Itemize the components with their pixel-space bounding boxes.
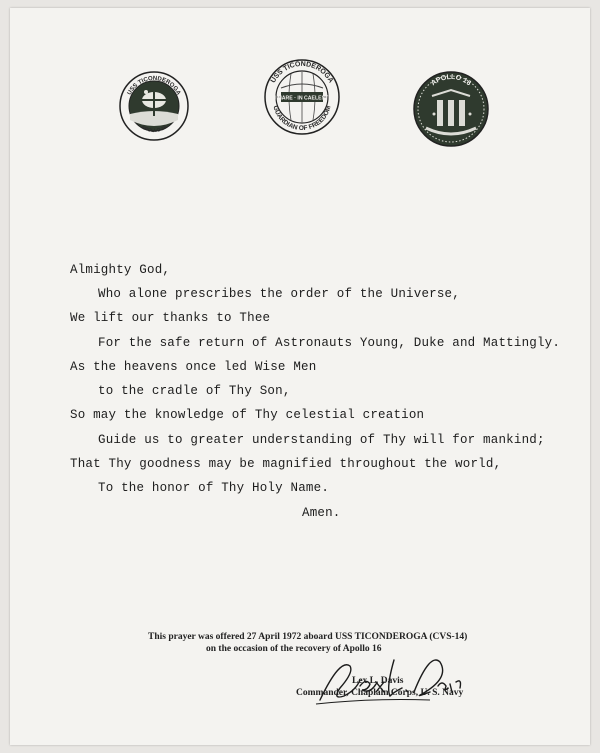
prayer-amen: Amen. bbox=[302, 506, 341, 520]
seal-ring-top-text: USS TICONDEROGA bbox=[269, 60, 335, 85]
footer-occasion-line: This prayer was offered 27 April 1972 aboard USS TICONDEROGA (CVS-14) bbox=[148, 632, 468, 642]
patch-ring-text: APOLLO 16 bbox=[430, 73, 472, 88]
prayer-line: Who alone prescribes the order of the Universe, bbox=[98, 287, 460, 301]
seal-ring-bottom-text: APOLLO 16 bbox=[139, 124, 169, 135]
footer-recovery-line: on the occasion of the recovery of Apollo 16 bbox=[206, 644, 382, 654]
seal-ring-bottom-text: GUARDIAN OF FREEDOM bbox=[271, 104, 333, 133]
apollo-16-mission-patch bbox=[412, 70, 490, 148]
prayer-line: That Thy goodness may be magnified throughout the world, bbox=[70, 457, 502, 471]
prayer-line: To the honor of Thy Holy Name. bbox=[98, 481, 330, 495]
prayer-line: Guide us to greater understanding of Thy will for mankind; bbox=[98, 433, 545, 447]
letter-sheet bbox=[10, 8, 590, 745]
prayer-line: For the safe return of Astronauts Young, Duke and Mattingly. bbox=[98, 336, 561, 350]
handwritten-signature bbox=[310, 648, 470, 712]
uss-ticonderoga-guardian-seal bbox=[263, 58, 341, 136]
seal-ring-top-text: USS TICONDEROGA bbox=[126, 75, 182, 97]
prayer-line: So may the knowledge of Thy celestial creation bbox=[70, 408, 425, 422]
prayer-line: As the heavens once led Wise Men bbox=[70, 360, 317, 374]
uss-ticonderoga-apollo-16-seal bbox=[118, 70, 190, 142]
signer-name: Lex L. Davis bbox=[352, 676, 404, 686]
prayer-line: We lift our thanks to Thee bbox=[70, 311, 271, 325]
prayer-line: Almighty God, bbox=[70, 263, 171, 277]
seal-banner-text: IN MARE · IN CAELESTIS bbox=[270, 95, 334, 102]
prayer-line: to the cradle of Thy Son, bbox=[98, 384, 291, 398]
signer-title: Commander, Chaplain Corps, U. S. Navy bbox=[296, 688, 464, 698]
